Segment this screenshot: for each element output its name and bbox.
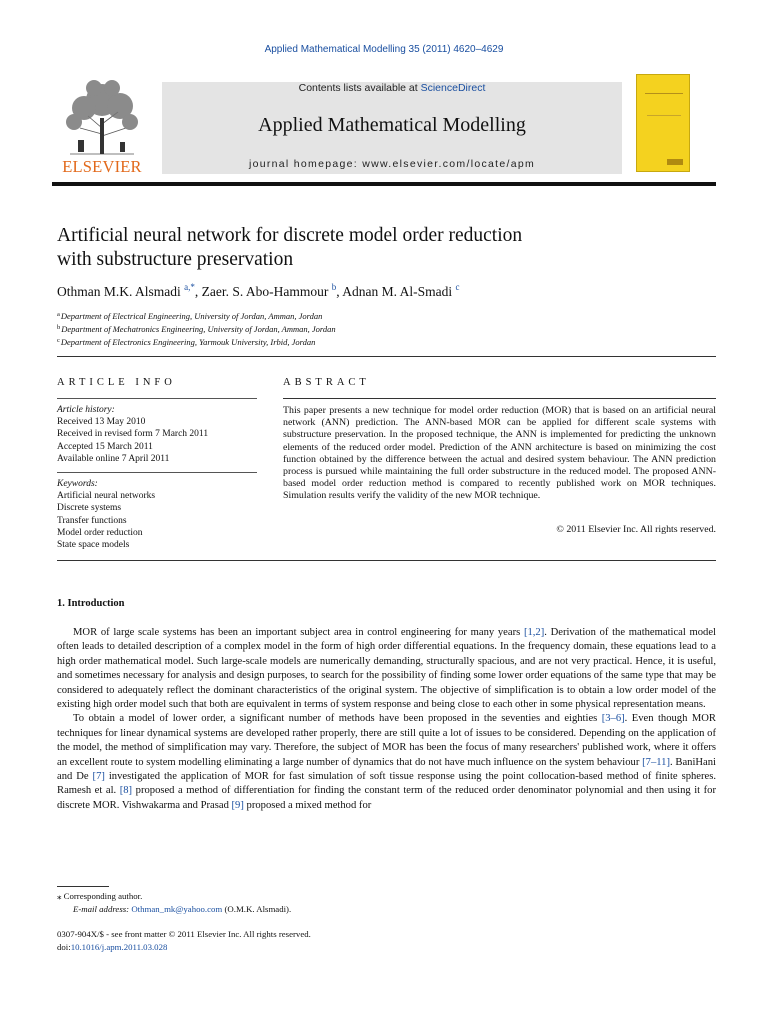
abstract-copyright: © 2011 Elsevier Inc. All rights reserved. — [556, 524, 716, 535]
author-name[interactable]: Othman M.K. Alsmadi — [57, 284, 181, 299]
section-heading-introduction: 1. Introduction — [57, 598, 125, 609]
affiliation-mark: c — [57, 337, 60, 344]
title-line-1: Artificial neural network for discrete model order reduction — [57, 225, 523, 246]
text-run: investigated the application of MOR for fast simulation of soft tissue response using the point collocation-based method of finite spheres. Ramesh et al. — [57, 771, 717, 797]
citation-link[interactable]: [8] — [119, 785, 133, 797]
doi-line — [57, 941, 457, 954]
doi-prefix: doi: — [57, 941, 71, 952]
introduction-body — [57, 626, 716, 813]
elsevier-logo[interactable] — [56, 78, 148, 176]
journal-name: Applied Mathematical Modelling — [258, 114, 526, 136]
affiliation-text: Department of Electrical Engineering, University of Jordan, Amman, Jordan — [60, 311, 323, 321]
email-note — [57, 903, 457, 916]
article-info-divider — [57, 398, 257, 399]
issn-line: 0307-904X/$ - see front matter © 2011 Elsevier Inc. All rights reserved. — [57, 929, 311, 939]
affiliation-item — [57, 322, 557, 335]
history-item: Available online 7 April 2011 — [57, 453, 170, 464]
citation-link[interactable]: [9] — [231, 799, 244, 811]
text-run: proposed a method of differentiation for finding the constant term of the reduced order denominator polynomial and then using it for discrete MOR. Vishwakarma and Prasad — [57, 785, 717, 811]
doi-link[interactable]: 10.1016/j.apm.2011.03.028 — [70, 941, 168, 952]
citation-link[interactable]: [7–11] — [642, 756, 670, 768]
keywords-label: Keywords: — [57, 479, 98, 489]
email-label: E-mail address: — [73, 904, 132, 914]
elsevier-tree-icon — [60, 78, 144, 156]
contents-availability — [162, 82, 622, 94]
citation-link[interactable]: [7] — [92, 771, 105, 783]
affiliation-item — [57, 335, 557, 348]
text-run: MOR of large scale systems has been an important subject area in control engineering for many years — [73, 627, 524, 638]
abstract-text: This paper presents a new technique for model order reduction (MOR) that is based on an artificial neural network (ANN) prediction. The ANN-based MOR can be applied for different scale systems with substructure preservation. In the proposed technique, the ANN is implemented for predicting the unknown elements of the reduced order model. Prediction of the ANN architecture is based on minimizing the cost function obtained by the difference between the actual and desired system behaviour. The ANN prediction process is pursued while maintaining the full order substructure in the reduced model. The proposed ANN-based model order reduction method is compared to recently published work on MOR techniques. Simulation results verify the validity of the new MOR technique. — [283, 405, 716, 502]
abstract-divider — [283, 398, 716, 399]
journal-masthead — [162, 82, 622, 174]
header-divider — [52, 182, 716, 186]
article-history — [57, 404, 257, 465]
keyword-list — [57, 478, 257, 551]
article-title — [57, 224, 677, 272]
article-info-heading: ARTICLE INFO — [57, 377, 176, 388]
affiliation-list — [57, 309, 557, 348]
author-name[interactable]: Zaer. S. Abo-Hammour — [201, 284, 329, 299]
author-affiliation-mark[interactable]: c — [455, 282, 460, 292]
email-link[interactable]: Othman_mk@yahoo.com — [131, 904, 223, 914]
corresponding-author-note: ⁎ Corresponding author. — [57, 891, 143, 901]
text-run: proposed a mixed method for — [243, 799, 372, 811]
abstract-end-divider — [57, 560, 716, 561]
affiliation-mark: b — [57, 324, 61, 331]
cover-title-block — [645, 81, 683, 94]
footnote-divider — [57, 886, 109, 887]
history-item: Received 13 May 2010 — [57, 417, 146, 428]
history-item: Received in revised form 7 March 2011 — [57, 429, 209, 440]
text-run: To obtain a model of lower order, a significant number of methods have been proposed in the seventies and eighties — [73, 713, 602, 725]
paragraph — [57, 626, 716, 712]
affiliation-text: Department of Electronics Engineering, Yarmouk University, Irbid, Jordan — [60, 337, 316, 347]
author-separator: , — [194, 284, 202, 299]
publisher-name: ELSEVIER — [62, 157, 142, 176]
affiliation-item — [57, 309, 557, 322]
history-item: Accepted 15 March 2011 — [57, 441, 153, 452]
front-matter — [57, 928, 457, 953]
title-line-2: with substructure preservation — [57, 249, 294, 270]
keyword-item: Discrete systems — [57, 503, 122, 514]
journal-citation-link[interactable]: Applied Mathematical Modelling 35 (2011) 4620–4629 — [264, 44, 504, 55]
sciencedirect-link[interactable]: ScienceDirect — [420, 82, 486, 94]
section-divider — [57, 356, 716, 357]
text-run: . Derivation of the mathematical model often leads to detailed description of a complex model in the form of high order differential equations. In the frequency domain, these equations lead to a high order mathematical model. Such large-scale models are numerically demanding, structurally spacious, and are not very practical. Hence, it is useful, and sometimes necessary for analysis and design purposes, to search for the possibility of finding some lower order equations of the same type that may be considered to adequately reflect the dominant characteristics of the original system. The objective of simplification is to obtain a low order model of the existing high order model such that both are equivalent in terms of system response and being close to each other in some physical representation means. — [57, 627, 716, 711]
keyword-item: State space models — [57, 540, 130, 551]
author-list — [57, 282, 697, 300]
keyword-item: Artificial neural networks — [57, 491, 156, 502]
citation-link[interactable]: [1,2] — [523, 627, 545, 638]
text-run: . BaniHani and De — [57, 756, 716, 783]
keyword-item: Transfer functions — [57, 515, 127, 526]
author-affiliation-mark[interactable]: a,* — [184, 282, 195, 292]
journal-homepage[interactable]: journal homepage: www.elsevier.com/locate/apm — [248, 158, 536, 170]
email-suffix: (O.M.K. Alsmadi). — [222, 904, 292, 914]
text-run: . Even though MOR techniques for linear dynamical systems are developed rather properly, there are still quite a lot of issues to be considered. Depending on the application of the model, the method of simplification may vary. Therefore, the subject of MOR has been the focus of many researchers' published work, where it offers an excellent route to system modelling eliminating a large number of dynamics that do not have much influence on the system behaviour — [57, 713, 716, 768]
journal-cover-thumbnail[interactable] — [636, 74, 690, 172]
contents-prefix: Contents lists available at — [298, 82, 421, 94]
affiliation-mark: a — [57, 311, 60, 318]
footnotes — [57, 890, 457, 916]
cover-logo-block — [667, 159, 683, 165]
citation-link[interactable]: [3–6] — [601, 713, 625, 725]
author-separator: , — [336, 284, 343, 299]
author-name[interactable]: Adnan M. Al-Smadi — [342, 284, 453, 299]
cover-subtitle-block — [647, 99, 681, 116]
keywords-divider — [57, 472, 257, 473]
keyword-item: Model order reduction — [57, 527, 143, 538]
affiliation-text: Department of Mechatronics Engineering, University of Jordan, Amman, Jordan — [61, 324, 336, 334]
history-label: Article history: — [57, 405, 115, 415]
abstract-heading: ABSTRACT — [283, 377, 370, 388]
paragraph — [57, 712, 716, 813]
author-affiliation-mark[interactable]: b — [331, 282, 337, 292]
